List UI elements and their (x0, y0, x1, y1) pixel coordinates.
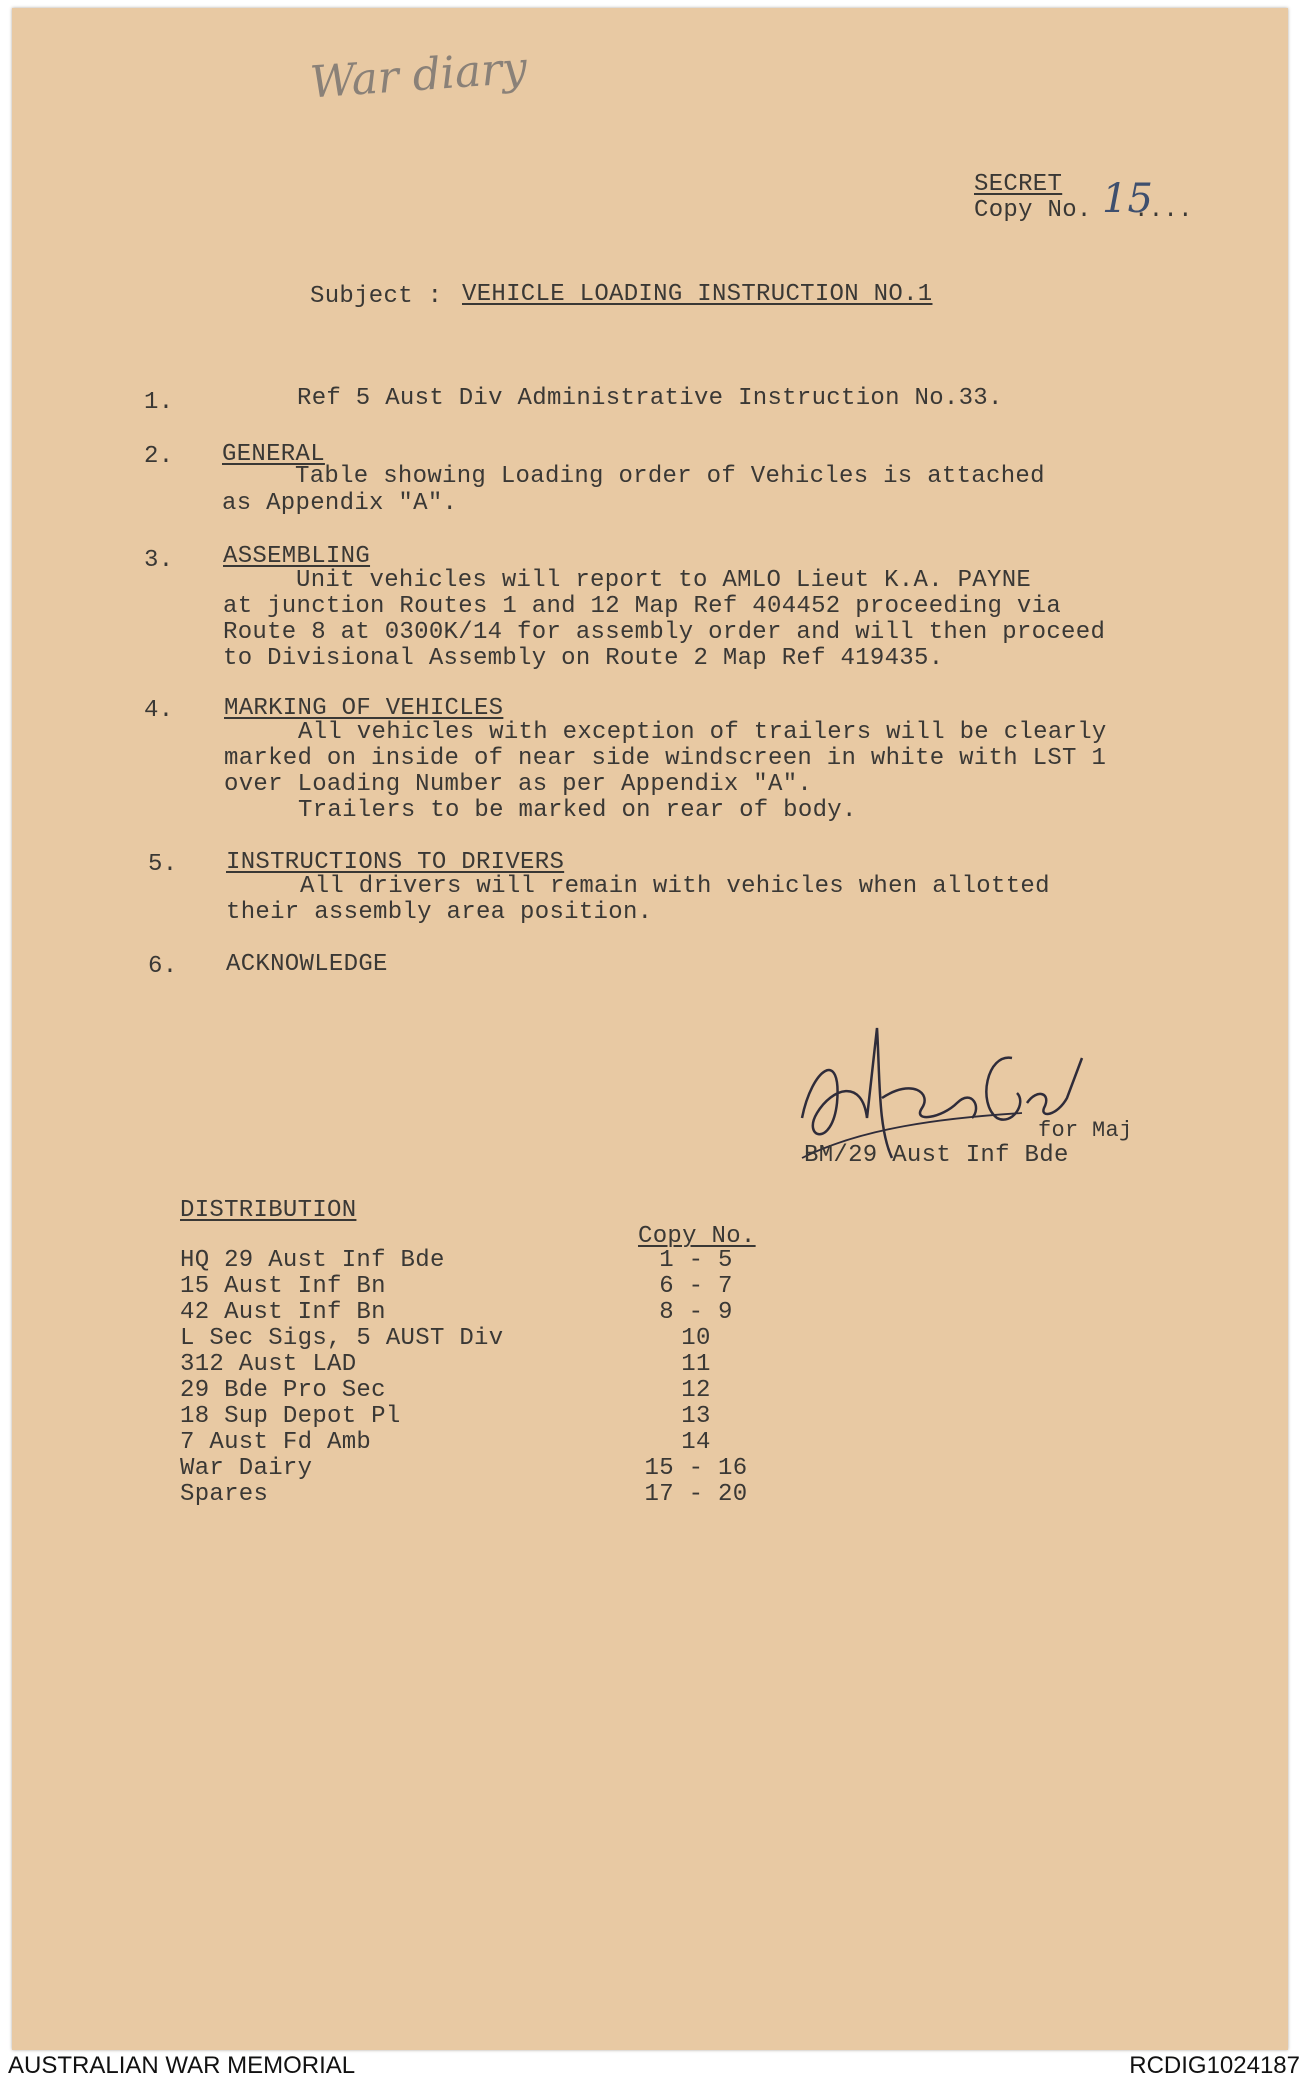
signature-for: for Maj (1038, 1118, 1133, 1143)
paragraph-2-heading: GENERAL (222, 441, 325, 468)
copy-number-handwritten: 15 (1102, 176, 1153, 222)
distribution-copies: 13 (681, 1403, 711, 1430)
distribution-row (180, 1274, 780, 1300)
paragraph-4-line-4: Trailers to be marked on rear of body. (298, 797, 857, 824)
distribution-row (180, 1482, 780, 1508)
distribution-row (180, 1248, 780, 1274)
signature-text (782, 1008, 783, 1009)
paragraph-3-line-4: to Divisional Assembly on Route 2 Map Ref 419435. (223, 645, 944, 672)
paragraph-4-line-3: over Loading Number as per Appendix "A". (224, 771, 813, 798)
distribution-row (180, 1378, 780, 1404)
signature (782, 1008, 1133, 1208)
distribution-unit: L Sec Sigs, 5 AUST Div (180, 1325, 504, 1352)
signature-scrawl (782, 1008, 1102, 1208)
distribution-table (180, 1248, 780, 1518)
document-page (12, 8, 1288, 2050)
paragraph-3-heading: ASSEMBLING (223, 543, 371, 570)
paragraph-3-line-1: Unit vehicles will report to AMLO Lieut K.A. PAYNE (296, 567, 1032, 594)
distribution-copies: 15 - 16 (644, 1455, 748, 1482)
distribution-row (180, 1430, 780, 1456)
paragraph-4-line-2: marked on inside of near side windscreen in white with LST 1 (224, 745, 1107, 772)
distribution-unit: 18 Sup Depot Pl (180, 1403, 401, 1430)
distribution-copy-header: Copy No. (638, 1223, 756, 1250)
distribution-unit: 42 Aust Inf Bn (180, 1299, 386, 1326)
distribution-copies: 8 - 9 (659, 1299, 733, 1326)
paragraph-5-line-2: their assembly area position. (226, 899, 653, 926)
distribution-copies: 10 (681, 1325, 711, 1352)
distribution-unit: Spares (180, 1481, 269, 1508)
classification-label: SECRET (974, 171, 1063, 198)
paragraph-3-line-3: Route 8 at 0300K/14 for assembly order and will then proceed (223, 619, 1106, 646)
paragraph-4-line-1: All vehicles with exception of trailers will be clearly (298, 719, 1107, 746)
paragraph-4-heading: MARKING OF VEHICLES (224, 695, 504, 722)
paragraph-number-4: 4. (144, 697, 174, 724)
distribution-unit: 15 Aust Inf Bn (180, 1273, 386, 1300)
distribution-copies: 12 (681, 1377, 711, 1404)
footer-record-id: RCDIG1024187 (1129, 2052, 1300, 2079)
distribution-unit: War Dairy (180, 1455, 313, 1482)
distribution-row (180, 1404, 780, 1430)
paragraph-number-1: 1. (144, 389, 174, 416)
signature-title: BM/29 Aust Inf Bde (804, 1142, 1069, 1169)
distribution-unit: 29 Bde Pro Sec (180, 1377, 386, 1404)
distribution-heading: DISTRIBUTION (180, 1197, 357, 1224)
distribution-unit: HQ 29 Aust Inf Bde (180, 1247, 445, 1274)
distribution-copies: 14 (681, 1429, 711, 1456)
distribution-unit: 312 Aust LAD (180, 1351, 357, 1378)
distribution-copies: 6 - 7 (659, 1273, 733, 1300)
distribution-copies: 11 (681, 1351, 711, 1378)
distribution-copies: 17 - 20 (644, 1481, 748, 1508)
paragraph-2-line-1: Table showing Loading order of Vehicles is attached (295, 463, 1045, 490)
copy-label: Copy No. (974, 197, 1092, 224)
distribution-row (180, 1326, 780, 1352)
distribution-unit: 7 Aust Fd Amb (180, 1429, 372, 1456)
handwritten-note: War diary (308, 42, 529, 109)
paragraph-number-6: 6. (148, 953, 178, 980)
footer-archive-name: AUSTRALIAN WAR MEMORIAL (8, 2052, 356, 2079)
distribution-row (180, 1352, 780, 1378)
paragraph-5-heading: INSTRUCTIONS TO DRIVERS (226, 849, 565, 876)
subject-title: VEHICLE LOADING INSTRUCTION NO.1 (462, 281, 933, 308)
distribution-copies: 1 - 5 (659, 1247, 733, 1274)
distribution-row (180, 1300, 780, 1326)
paragraph-2-line-2: as Appendix "A". (222, 490, 458, 517)
paragraph-1-line-1: Ref 5 Aust Div Administrative Instruction No.33. (297, 385, 1003, 412)
paragraph-number-2: 2. (144, 443, 174, 470)
paragraph-6-heading: ACKNOWLEDGE (226, 951, 388, 978)
subject-label: Subject : (310, 283, 443, 310)
paragraph-5-line-1: All drivers will remain with vehicles when allotted (300, 873, 1050, 900)
distribution-row (180, 1456, 780, 1482)
copy-dots: .... (1134, 197, 1193, 224)
paragraph-number-3: 3. (144, 547, 174, 574)
paragraph-3-line-2: at junction Routes 1 and 12 Map Ref 404452 proceeding via (223, 593, 1062, 620)
paragraph-number-5: 5. (148, 851, 178, 878)
